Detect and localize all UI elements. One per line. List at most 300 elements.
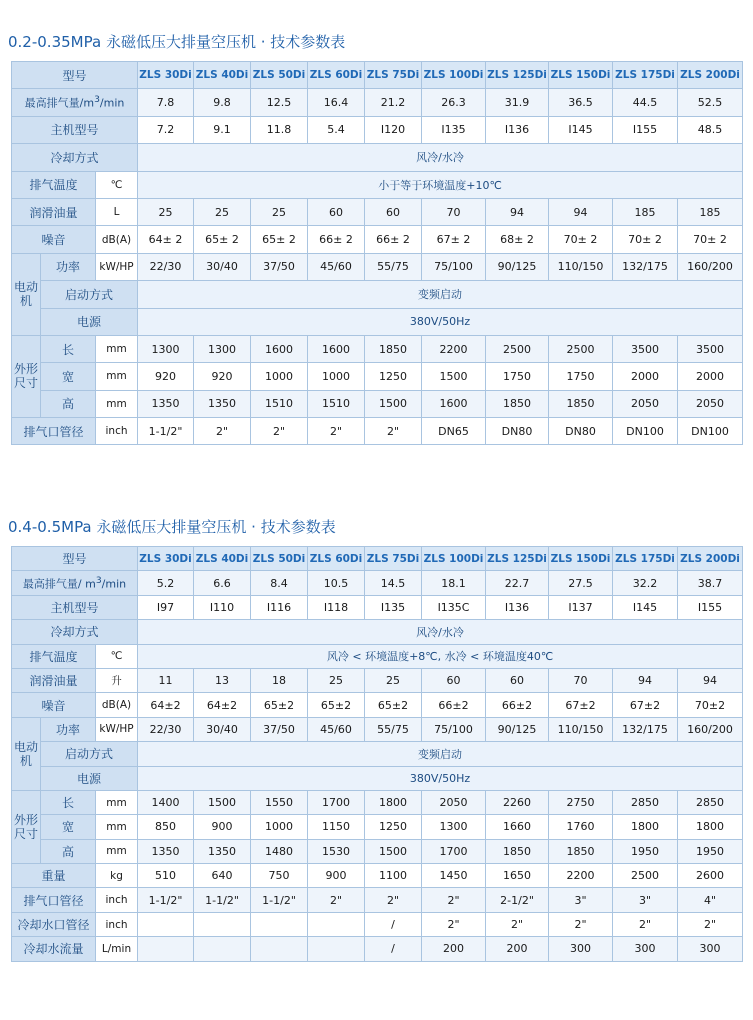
power-value: 30/40	[194, 717, 251, 741]
flow-value: 9.8	[194, 89, 251, 116]
outlet-value: DN65	[422, 418, 486, 445]
power-value: 55/75	[365, 717, 422, 741]
cooling-label: 冷却方式	[12, 620, 138, 644]
oil-value: 60	[308, 198, 365, 225]
noise-value: 66± 2	[365, 226, 422, 253]
noise-value: 65± 2	[194, 226, 251, 253]
model-name: ZLS 50Di	[251, 62, 308, 89]
width-unit: mm	[96, 363, 138, 390]
host-label: 主机型号	[12, 116, 138, 143]
flow-value: 21.2	[365, 89, 422, 116]
oil-value: 25	[308, 668, 365, 692]
width-value: 920	[194, 363, 251, 390]
power-value: 90/125	[486, 717, 549, 741]
length-value: 2500	[486, 335, 549, 362]
model-header-label: 型号	[12, 62, 138, 89]
motor-group-label: 电动机	[12, 253, 41, 335]
height-value: 1510	[308, 390, 365, 417]
height-value: 1480	[251, 839, 308, 863]
outlet-value: 2"	[365, 888, 422, 912]
model-name: ZLS 200Di	[678, 62, 743, 89]
host-value: 5.4	[308, 116, 365, 143]
width-label: 宽	[41, 363, 96, 390]
host-value: I145	[613, 595, 678, 619]
water-pipe-value: /	[365, 912, 422, 936]
width-value: 1000	[251, 363, 308, 390]
height-value: 2050	[678, 390, 743, 417]
height-value: 1850	[486, 839, 549, 863]
height-value: 1950	[613, 839, 678, 863]
weight-value: 1100	[365, 864, 422, 888]
model-name: ZLS 150Di	[549, 547, 613, 571]
power-value: 110/150	[549, 253, 613, 280]
oil-value: 70	[422, 198, 486, 225]
height-value: 1350	[194, 390, 251, 417]
water-pipe-unit: inch	[96, 912, 138, 936]
length-value: 2850	[678, 790, 743, 814]
flow-value: 31.9	[486, 89, 549, 116]
flow-label-pre: 最高排气量/ m	[22, 577, 96, 591]
power-value: 45/60	[308, 253, 365, 280]
water-flow-value: 200	[422, 937, 486, 961]
noise-value: 64±2	[138, 693, 194, 717]
flow-value: 32.2	[613, 571, 678, 595]
model-name: ZLS 75Di	[365, 547, 422, 571]
host-value: I97	[138, 595, 194, 619]
water-flow-value: /	[365, 937, 422, 961]
length-value: 1600	[251, 335, 308, 362]
weight-value: 900	[308, 864, 365, 888]
model-header-label: 型号	[12, 547, 138, 571]
temp-unit: ℃	[96, 171, 138, 198]
noise-value: 65± 2	[251, 226, 308, 253]
oil-value: 94	[549, 198, 613, 225]
model-name: ZLS 100Di	[422, 547, 486, 571]
model-name: ZLS 125Di	[486, 62, 549, 89]
outlet-value: 2"	[365, 418, 422, 445]
host-value: I110	[194, 595, 251, 619]
weight-label: 重量	[12, 864, 96, 888]
power-value: 90/125	[486, 253, 549, 280]
noise-value: 65±2	[308, 693, 365, 717]
width-value: 1800	[678, 815, 743, 839]
host-value: 7.2	[138, 116, 194, 143]
width-value: 2000	[613, 363, 678, 390]
outlet-label: 排气口管径	[12, 888, 96, 912]
outlet-value: DN100	[678, 418, 743, 445]
start-label: 启动方式	[41, 742, 138, 766]
oil-value: 94	[613, 668, 678, 692]
noise-value: 66±2	[422, 693, 486, 717]
height-value: 1510	[251, 390, 308, 417]
water-flow-unit: L/min	[96, 937, 138, 961]
oil-value: 18	[251, 668, 308, 692]
host-value: I155	[613, 116, 678, 143]
height-value: 1500	[365, 390, 422, 417]
host-value: I116	[251, 595, 308, 619]
length-label: 长	[41, 790, 96, 814]
height-value: 1850	[486, 390, 549, 417]
width-value: 1000	[251, 815, 308, 839]
start-value: 变频启动	[138, 742, 743, 766]
length-value: 1300	[194, 335, 251, 362]
flow-label	[12, 89, 138, 116]
model-name: ZLS 150Di	[549, 62, 613, 89]
water-flow-value	[251, 937, 308, 961]
power-value: 160/200	[678, 717, 743, 741]
length-value: 2500	[549, 335, 613, 362]
water-pipe-value: 2"	[549, 912, 613, 936]
flow-value: 27.5	[549, 571, 613, 595]
outlet-value: 1-1/2"	[138, 418, 194, 445]
temp-label: 排气温度	[12, 644, 96, 668]
water-pipe-value: 2"	[422, 912, 486, 936]
noise-unit: dB(A)	[96, 226, 138, 253]
outlet-value: 1-1/2"	[194, 888, 251, 912]
model-name: ZLS 175Di	[613, 62, 678, 89]
length-label: 长	[41, 335, 96, 362]
power-value: 30/40	[194, 253, 251, 280]
outlet-value: 2"	[308, 888, 365, 912]
width-value: 920	[138, 363, 194, 390]
noise-value: 64± 2	[138, 226, 194, 253]
weight-value: 2200	[549, 864, 613, 888]
model-name: ZLS 40Di	[194, 62, 251, 89]
weight-value: 2500	[613, 864, 678, 888]
water-flow-value: 300	[678, 937, 743, 961]
outlet-value: DN100	[613, 418, 678, 445]
flow-value: 44.5	[613, 89, 678, 116]
flow-value: 16.4	[308, 89, 365, 116]
outlet-value: DN80	[549, 418, 613, 445]
flow-value: 52.5	[678, 89, 743, 116]
flow-value: 18.1	[422, 571, 486, 595]
weight-value: 640	[194, 864, 251, 888]
width-value: 1000	[308, 363, 365, 390]
temp-label: 排气温度	[12, 171, 96, 198]
width-label: 宽	[41, 815, 96, 839]
table1-title: 0.2-0.35MPa 永磁低压大排量空压机 · 技术参数表	[8, 33, 346, 51]
noise-value: 67±2	[549, 693, 613, 717]
oil-value: 25	[138, 198, 194, 225]
noise-unit: dB(A)	[96, 693, 138, 717]
temp-value: 小于等于环境温度+10℃	[138, 171, 743, 198]
spec-table-2	[11, 546, 743, 962]
power-unit: kW/HP	[96, 717, 138, 741]
flow-label-sup: 3	[94, 94, 100, 106]
noise-label: 噪音	[12, 226, 96, 253]
length-value: 1800	[365, 790, 422, 814]
noise-value: 66±2	[486, 693, 549, 717]
oil-label: 润滑油量	[12, 198, 96, 225]
power-value: 132/175	[613, 717, 678, 741]
water-flow-label: 冷却水流量	[12, 937, 96, 961]
noise-value: 70±2	[678, 693, 743, 717]
power-label: 功率	[41, 253, 96, 280]
weight-value: 1450	[422, 864, 486, 888]
weight-unit: kg	[96, 864, 138, 888]
length-value: 1600	[308, 335, 365, 362]
water-pipe-value: 2"	[613, 912, 678, 936]
length-value: 2050	[422, 790, 486, 814]
oil-value: 185	[678, 198, 743, 225]
height-value: 1700	[422, 839, 486, 863]
width-value: 900	[194, 815, 251, 839]
noise-value: 68± 2	[486, 226, 549, 253]
model-name: ZLS 60Di	[308, 62, 365, 89]
power-value: 160/200	[678, 253, 743, 280]
flow-value: 5.2	[138, 571, 194, 595]
width-value: 1750	[486, 363, 549, 390]
width-value: 1660	[486, 815, 549, 839]
host-value: I118	[308, 595, 365, 619]
flow-label-post: /min	[101, 577, 127, 591]
noise-value: 65±2	[365, 693, 422, 717]
length-value: 1550	[251, 790, 308, 814]
height-value: 1850	[549, 839, 613, 863]
weight-value: 750	[251, 864, 308, 888]
water-pipe-value: 2"	[678, 912, 743, 936]
model-name: ZLS 125Di	[486, 547, 549, 571]
outlet-value: 2"	[308, 418, 365, 445]
oil-value: 94	[486, 198, 549, 225]
length-value: 1300	[138, 335, 194, 362]
width-value: 1300	[422, 815, 486, 839]
noise-value: 66± 2	[308, 226, 365, 253]
height-unit: mm	[96, 839, 138, 863]
oil-value: 185	[613, 198, 678, 225]
water-pipe-value	[194, 912, 251, 936]
power-value: 75/100	[422, 717, 486, 741]
power-value: 45/60	[308, 717, 365, 741]
width-value: 1750	[549, 363, 613, 390]
oil-value: 25	[251, 198, 308, 225]
length-value: 3500	[678, 335, 743, 362]
length-value: 1700	[308, 790, 365, 814]
outlet-value: 3"	[613, 888, 678, 912]
oil-value: 11	[138, 668, 194, 692]
flow-value: 7.8	[138, 89, 194, 116]
model-name: ZLS 30Di	[138, 62, 194, 89]
power-unit: kW/HP	[96, 253, 138, 280]
power-label: 功率	[41, 717, 96, 741]
oil-value: 60	[486, 668, 549, 692]
outlet-value: 2"	[422, 888, 486, 912]
width-value: 2000	[678, 363, 743, 390]
power-value: 22/30	[138, 717, 194, 741]
water-flow-value	[138, 937, 194, 961]
outlet-unit: inch	[96, 418, 138, 445]
outlet-label: 排气口管径	[12, 418, 96, 445]
flow-value: 10.5	[308, 571, 365, 595]
model-name: ZLS 40Di	[194, 547, 251, 571]
supply-label: 电源	[41, 308, 138, 335]
temp-unit: ℃	[96, 644, 138, 668]
noise-value: 70± 2	[549, 226, 613, 253]
power-value: 75/100	[422, 253, 486, 280]
height-unit: mm	[96, 390, 138, 417]
oil-value: 60	[422, 668, 486, 692]
oil-value: 13	[194, 668, 251, 692]
host-value: 48.5	[678, 116, 743, 143]
outlet-value: 2"	[194, 418, 251, 445]
power-value: 22/30	[138, 253, 194, 280]
flow-label	[12, 571, 138, 595]
height-value: 1350	[138, 839, 194, 863]
length-value: 1400	[138, 790, 194, 814]
length-value: 2260	[486, 790, 549, 814]
outlet-value: 3"	[549, 888, 613, 912]
model-name: ZLS 60Di	[308, 547, 365, 571]
outlet-unit: inch	[96, 888, 138, 912]
outlet-value: 2-1/2"	[486, 888, 549, 912]
flow-value: 26.3	[422, 89, 486, 116]
supply-value: 380V/50Hz	[138, 308, 743, 335]
length-value: 2200	[422, 335, 486, 362]
host-value: I136	[486, 116, 549, 143]
oil-value: 25	[365, 668, 422, 692]
weight-value: 510	[138, 864, 194, 888]
host-value: I145	[549, 116, 613, 143]
model-name: ZLS 175Di	[613, 547, 678, 571]
flow-value: 38.7	[678, 571, 743, 595]
length-unit: mm	[96, 335, 138, 362]
model-name: ZLS 200Di	[678, 547, 743, 571]
flow-label-pre: 最高排气量/m	[24, 96, 95, 110]
oil-value: 60	[365, 198, 422, 225]
weight-value: 2600	[678, 864, 743, 888]
outlet-value: 2"	[251, 418, 308, 445]
cooling-value: 风冷/水冷	[138, 144, 743, 171]
length-value: 3500	[613, 335, 678, 362]
host-value: I135	[365, 595, 422, 619]
noise-label: 噪音	[12, 693, 96, 717]
outlet-value: DN80	[486, 418, 549, 445]
model-name: ZLS 50Di	[251, 547, 308, 571]
cooling-label: 冷却方式	[12, 144, 138, 171]
host-value: 11.8	[251, 116, 308, 143]
host-value: I155	[678, 595, 743, 619]
model-name: ZLS 75Di	[365, 62, 422, 89]
flow-label-sup: 3	[95, 574, 102, 586]
flow-value: 8.4	[251, 571, 308, 595]
spec-table-1	[11, 61, 743, 445]
oil-value: 25	[194, 198, 251, 225]
water-pipe-value	[251, 912, 308, 936]
height-value: 1500	[365, 839, 422, 863]
water-pipe-label: 冷却水口管径	[12, 912, 96, 936]
oil-value: 94	[678, 668, 743, 692]
water-flow-value: 200	[486, 937, 549, 961]
oil-unit: L	[96, 198, 138, 225]
height-value: 1850	[549, 390, 613, 417]
flow-value: 22.7	[486, 571, 549, 595]
power-value: 37/50	[251, 717, 308, 741]
width-value: 1250	[365, 815, 422, 839]
model-name: ZLS 30Di	[138, 547, 194, 571]
flow-value: 6.6	[194, 571, 251, 595]
height-value: 2050	[613, 390, 678, 417]
length-unit: mm	[96, 790, 138, 814]
host-value: I135C	[422, 595, 486, 619]
host-value: I136	[486, 595, 549, 619]
length-value: 1500	[194, 790, 251, 814]
water-flow-value: 300	[613, 937, 678, 961]
supply-value: 380V/50Hz	[138, 766, 743, 790]
host-value: I137	[549, 595, 613, 619]
noise-value: 67±2	[613, 693, 678, 717]
width-value: 850	[138, 815, 194, 839]
width-value: 1800	[613, 815, 678, 839]
noise-value: 67± 2	[422, 226, 486, 253]
width-unit: mm	[96, 815, 138, 839]
water-flow-value	[308, 937, 365, 961]
start-label: 启动方式	[41, 281, 138, 308]
length-value: 2850	[613, 790, 678, 814]
noise-value: 70± 2	[678, 226, 743, 253]
dimension-group-label: 外形尺寸	[12, 790, 41, 863]
outlet-value: 1-1/2"	[138, 888, 194, 912]
flow-label-post: /min	[99, 96, 125, 110]
water-flow-value: 300	[549, 937, 613, 961]
start-value: 变频启动	[138, 281, 743, 308]
host-label: 主机型号	[12, 595, 138, 619]
power-value: 37/50	[251, 253, 308, 280]
oil-value: 70	[549, 668, 613, 692]
motor-group-label: 电动机	[12, 717, 41, 790]
temp-value: 风冷 < 环境温度+8℃, 水冷 < 环境温度40℃	[138, 644, 743, 668]
water-pipe-value: 2"	[486, 912, 549, 936]
width-value: 1500	[422, 363, 486, 390]
height-label: 高	[41, 390, 96, 417]
flow-value: 12.5	[251, 89, 308, 116]
power-value: 110/150	[549, 717, 613, 741]
host-value: I135	[422, 116, 486, 143]
outlet-value: 1-1/2"	[251, 888, 308, 912]
model-name: ZLS 100Di	[422, 62, 486, 89]
water-flow-value	[194, 937, 251, 961]
height-value: 1600	[422, 390, 486, 417]
noise-value: 65±2	[251, 693, 308, 717]
oil-unit: 升	[96, 668, 138, 692]
height-value: 1950	[678, 839, 743, 863]
flow-value: 36.5	[549, 89, 613, 116]
water-pipe-value	[138, 912, 194, 936]
host-value: I120	[365, 116, 422, 143]
supply-label: 电源	[41, 766, 138, 790]
length-value: 1850	[365, 335, 422, 362]
height-value: 1350	[138, 390, 194, 417]
height-value: 1530	[308, 839, 365, 863]
dimension-group-label: 外形尺寸	[12, 335, 41, 417]
width-value: 1760	[549, 815, 613, 839]
outlet-value: 4"	[678, 888, 743, 912]
cooling-value: 风冷/水冷	[138, 620, 743, 644]
oil-label: 润滑油量	[12, 668, 96, 692]
noise-value: 70± 2	[613, 226, 678, 253]
power-value: 55/75	[365, 253, 422, 280]
noise-value: 64±2	[194, 693, 251, 717]
height-value: 1350	[194, 839, 251, 863]
height-label: 高	[41, 839, 96, 863]
width-value: 1250	[365, 363, 422, 390]
table2-title: 0.4-0.5MPa 永磁低压大排量空压机 · 技术参数表	[8, 518, 336, 536]
flow-value: 14.5	[365, 571, 422, 595]
host-value: 9.1	[194, 116, 251, 143]
water-pipe-value	[308, 912, 365, 936]
power-value: 132/175	[613, 253, 678, 280]
width-value: 1150	[308, 815, 365, 839]
